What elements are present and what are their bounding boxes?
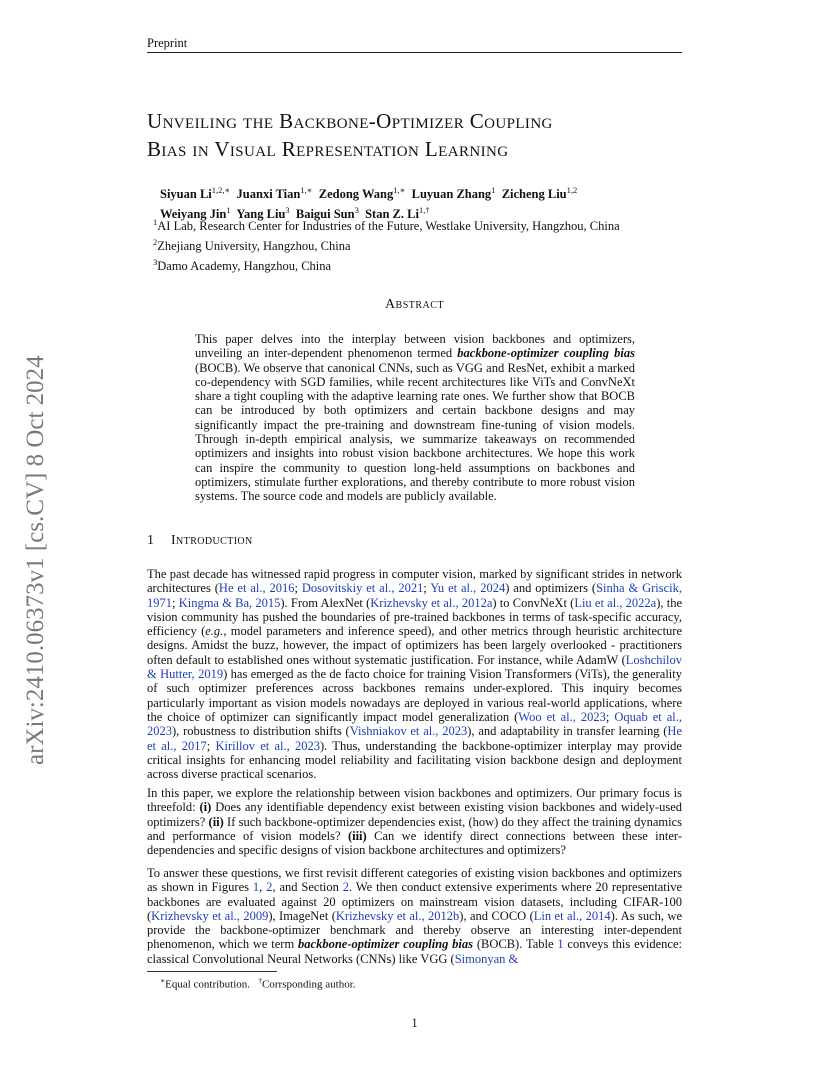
author-name: Juanxi Tian [236,187,301,202]
citation-link[interactable]: Woo et al., 2023 [518,709,606,724]
author-affil-mark: 1,† [418,205,430,216]
affiliation-list [153,214,683,274]
citation-link[interactable]: Sinha & Griscik, 1971 [147,581,683,610]
author-affil-mark: 3 [285,205,290,216]
author-affil-mark: 3 [354,205,359,216]
author-name: Weiyang Jin [160,207,227,222]
author-affil-mark: 1 [226,205,231,216]
author-name: Yang Liu [236,207,286,222]
abstract-heading: Abstract [384,297,445,312]
author-name: Stan Z. Li [365,207,419,222]
citation-link[interactable]: He et al., 2017 [147,724,682,753]
author-affil-mark: 1,∗ [393,185,406,195]
bocb-term: backbone-optimizer coupling bias [298,937,474,952]
citation-link[interactable]: Dosovitskiy et al., 2021 [301,581,424,596]
header-rule [147,52,682,53]
title-line-1: Unveiling the Backbone-Optimizer Coupling [147,109,553,133]
intro-paragraph-1: The past decade has witnessed rapid progress in computer vision, marked by significant strides in network architectures (He et al., 2016; Dosovitskiy et al., 2021; Yu et al., 2024) and optimizers (Sinha & Griscik, 1971; Kingma & Ba, 2015). From AlexNet (Krizhevsky et al., 2012a) to ConvNeXt (Liu et al., 2022a), the vision community has pushed the boundaries of pre-trained backbones in terms of task-specific accuracy, efficiency (e.g., model parameters and inference speed), and other metrics through heuristic architecture designs. Amidst the buzz, however, the impact of optimizers has been largely overlooked - practitioners often default to established ones without systematic justification. For instance, while AdamW (Loshchilov & Hutter, 2019) has emerged as the de facto choice for training Vision Transformers (ViTs), the generality of such optimizer preferences across backbones remains under-explored. This inquiry becomes particularly important as vision models nowadays are deployed in various real-world applications, where the choice of optimizer can significantly impact model generalization (Woo et al., 2023; Oquab et al., 2023), robustness to distribution shifts (Vishniakov et al., 2023), and adaptability in transfer learning (He et al., 2017; Kirillov et al., 2023). Thus, understanding the backbone-optimizer interplay may provide critical insights for enhancing model reliability and facilitating vision backbone design and deployment across diverse practical scenarios. [147,567,683,782]
running-header: Preprint [147,36,188,50]
citation-link[interactable]: Kirillov et al., 2023 [215,738,321,753]
citation-link[interactable]: Krizhevsky et al., 2012b [335,908,460,923]
author-affil-mark: 1 [491,185,496,195]
author-name: Baigui Sun [295,207,355,222]
section-heading [147,533,253,549]
paper-title [147,107,707,163]
citation-link[interactable]: Krizhevsky et al., 2012a [370,595,493,610]
title-line-2: Bias in Visual Representation Learning [147,137,509,161]
intro-paragraph-2: In this paper, we explore the relationship between vision backbones and optimizers. Our primary focus is threefold: (i) Does any identifiable dependency exist between existing vision backbones and widely-used optimizers? (ii) If such backbone-optimizer dependencies exist, (how) do they affect the training dynamics and performance of vision models? (iii) Can we identify direct connections between these inter-dependencies and specific designs of vision backbone architectures and optimizers? [147,786,683,858]
footnote: ∗Equal contribution. †Corrsponding author. [160,976,356,991]
citation-link[interactable]: Yu et al., 2024 [430,581,506,596]
bocb-term: backbone-optimizer coupling bias [457,346,635,361]
footnote-rule [147,971,277,972]
section-ref-link[interactable]: 2 [342,880,350,895]
citation-link[interactable]: Krizhevsky et al., 2009 [151,908,269,923]
page-number: 1 [411,1016,418,1030]
citation-link[interactable]: Kingma & Ba, 2015 [178,595,281,610]
author-name: Luyuan Zhang [411,187,492,202]
citation-link[interactable]: He et al., 2016 [218,581,295,596]
citation-link[interactable]: Oquab et al., 2023 [147,709,682,739]
author-name: Siyuan Li [160,187,212,202]
affiliation-item: $^3$Damo Academy, Hangzhou, China [153,257,332,274]
section-number: 1 [147,533,155,548]
figure-ref-link[interactable]: 2 [266,880,273,895]
citation-link[interactable]: Lin et al., 2014 [533,908,611,923]
author-affil-mark: 1,2 [566,185,578,195]
section-title: Introduction [171,533,253,548]
affiliation-item: $^2$Zhejiang University, Hangzhou, China [153,237,351,254]
abstract-text: This paper delves into the interplay between vision backbones and optimizers, unveiling an inter-dependent phenomenon termed backbone-optimizer coupling bias (BOCB). We observe that canonical CNNs, such as VGG and ResNet, exhibit a marked co-dependency with SGD families, while recent architectures like ViTs and ConvNeXt share a tight coupling with the adaptive learning rate ones. We further show that BOCB can be introduced by both optimizers and certain backbone designs and may significantly impact the pre-training and downstream fine-tuning of vision models. Through in-depth empirical analysis, we summarize takeaways on recommended optimizers and insights into robust vision backbone architectures. We hope this work can inspire the community to question long-held assumptions on backbones and optimizers, stimulate further explorations, and thereby contribute to more robust vision systems. The source code and models are publicly available. [195,332,635,504]
author-name: Zedong Wang [318,187,394,202]
affiliation-item: $^1$AI Lab, Research Center for Industries of the Future, Westlake University, Hangzhou, China [153,217,620,234]
arxiv-stamp [22,295,50,765]
author-affil-mark: 1,2,∗ [211,185,231,195]
author-name: Zicheng Liu [501,187,567,202]
author-affil-mark: 1,∗ [300,185,313,195]
citation-link[interactable]: Liu et al., 2022a [574,595,657,610]
citation-link[interactable]: Loshchilov & Hutter, 2019 [147,652,682,682]
arxiv-stamp-text: arXiv:2410.06373v1 [cs.CV] 8 Oct 2024 [22,355,49,765]
intro-paragraph-3: To answer these questions, we first revisit different categories of existing vision backbones and optimizers as shown in Figures 1, 2, and Section 2. We then conduct extensive experiments where 20 representative backbones are evaluated against 20 optimizers on mainstream vision datasets, including CIFAR-100 (Krizhevsky et al., 2009), ImageNet (Krizhevsky et al., 2012b), and COCO (Lin et al., 2014). As such, we provide the backbone-optimizer benchmark and thereby observe an interesting inter-dependent phenomenon, which we term backbone-optimizer coupling bias (BOCB). Table 1 conveys this evidence: classical Convolutional Neural Networks (CNNs) like VGG (Simonyan & [147,866,683,966]
table-ref-link[interactable]: 1 [557,937,564,952]
figure-ref-link[interactable]: 1 [252,880,260,895]
citation-link[interactable]: Vishniakov et al., 2023 [349,724,468,739]
citation-link[interactable]: Simonyan & [454,951,519,966]
